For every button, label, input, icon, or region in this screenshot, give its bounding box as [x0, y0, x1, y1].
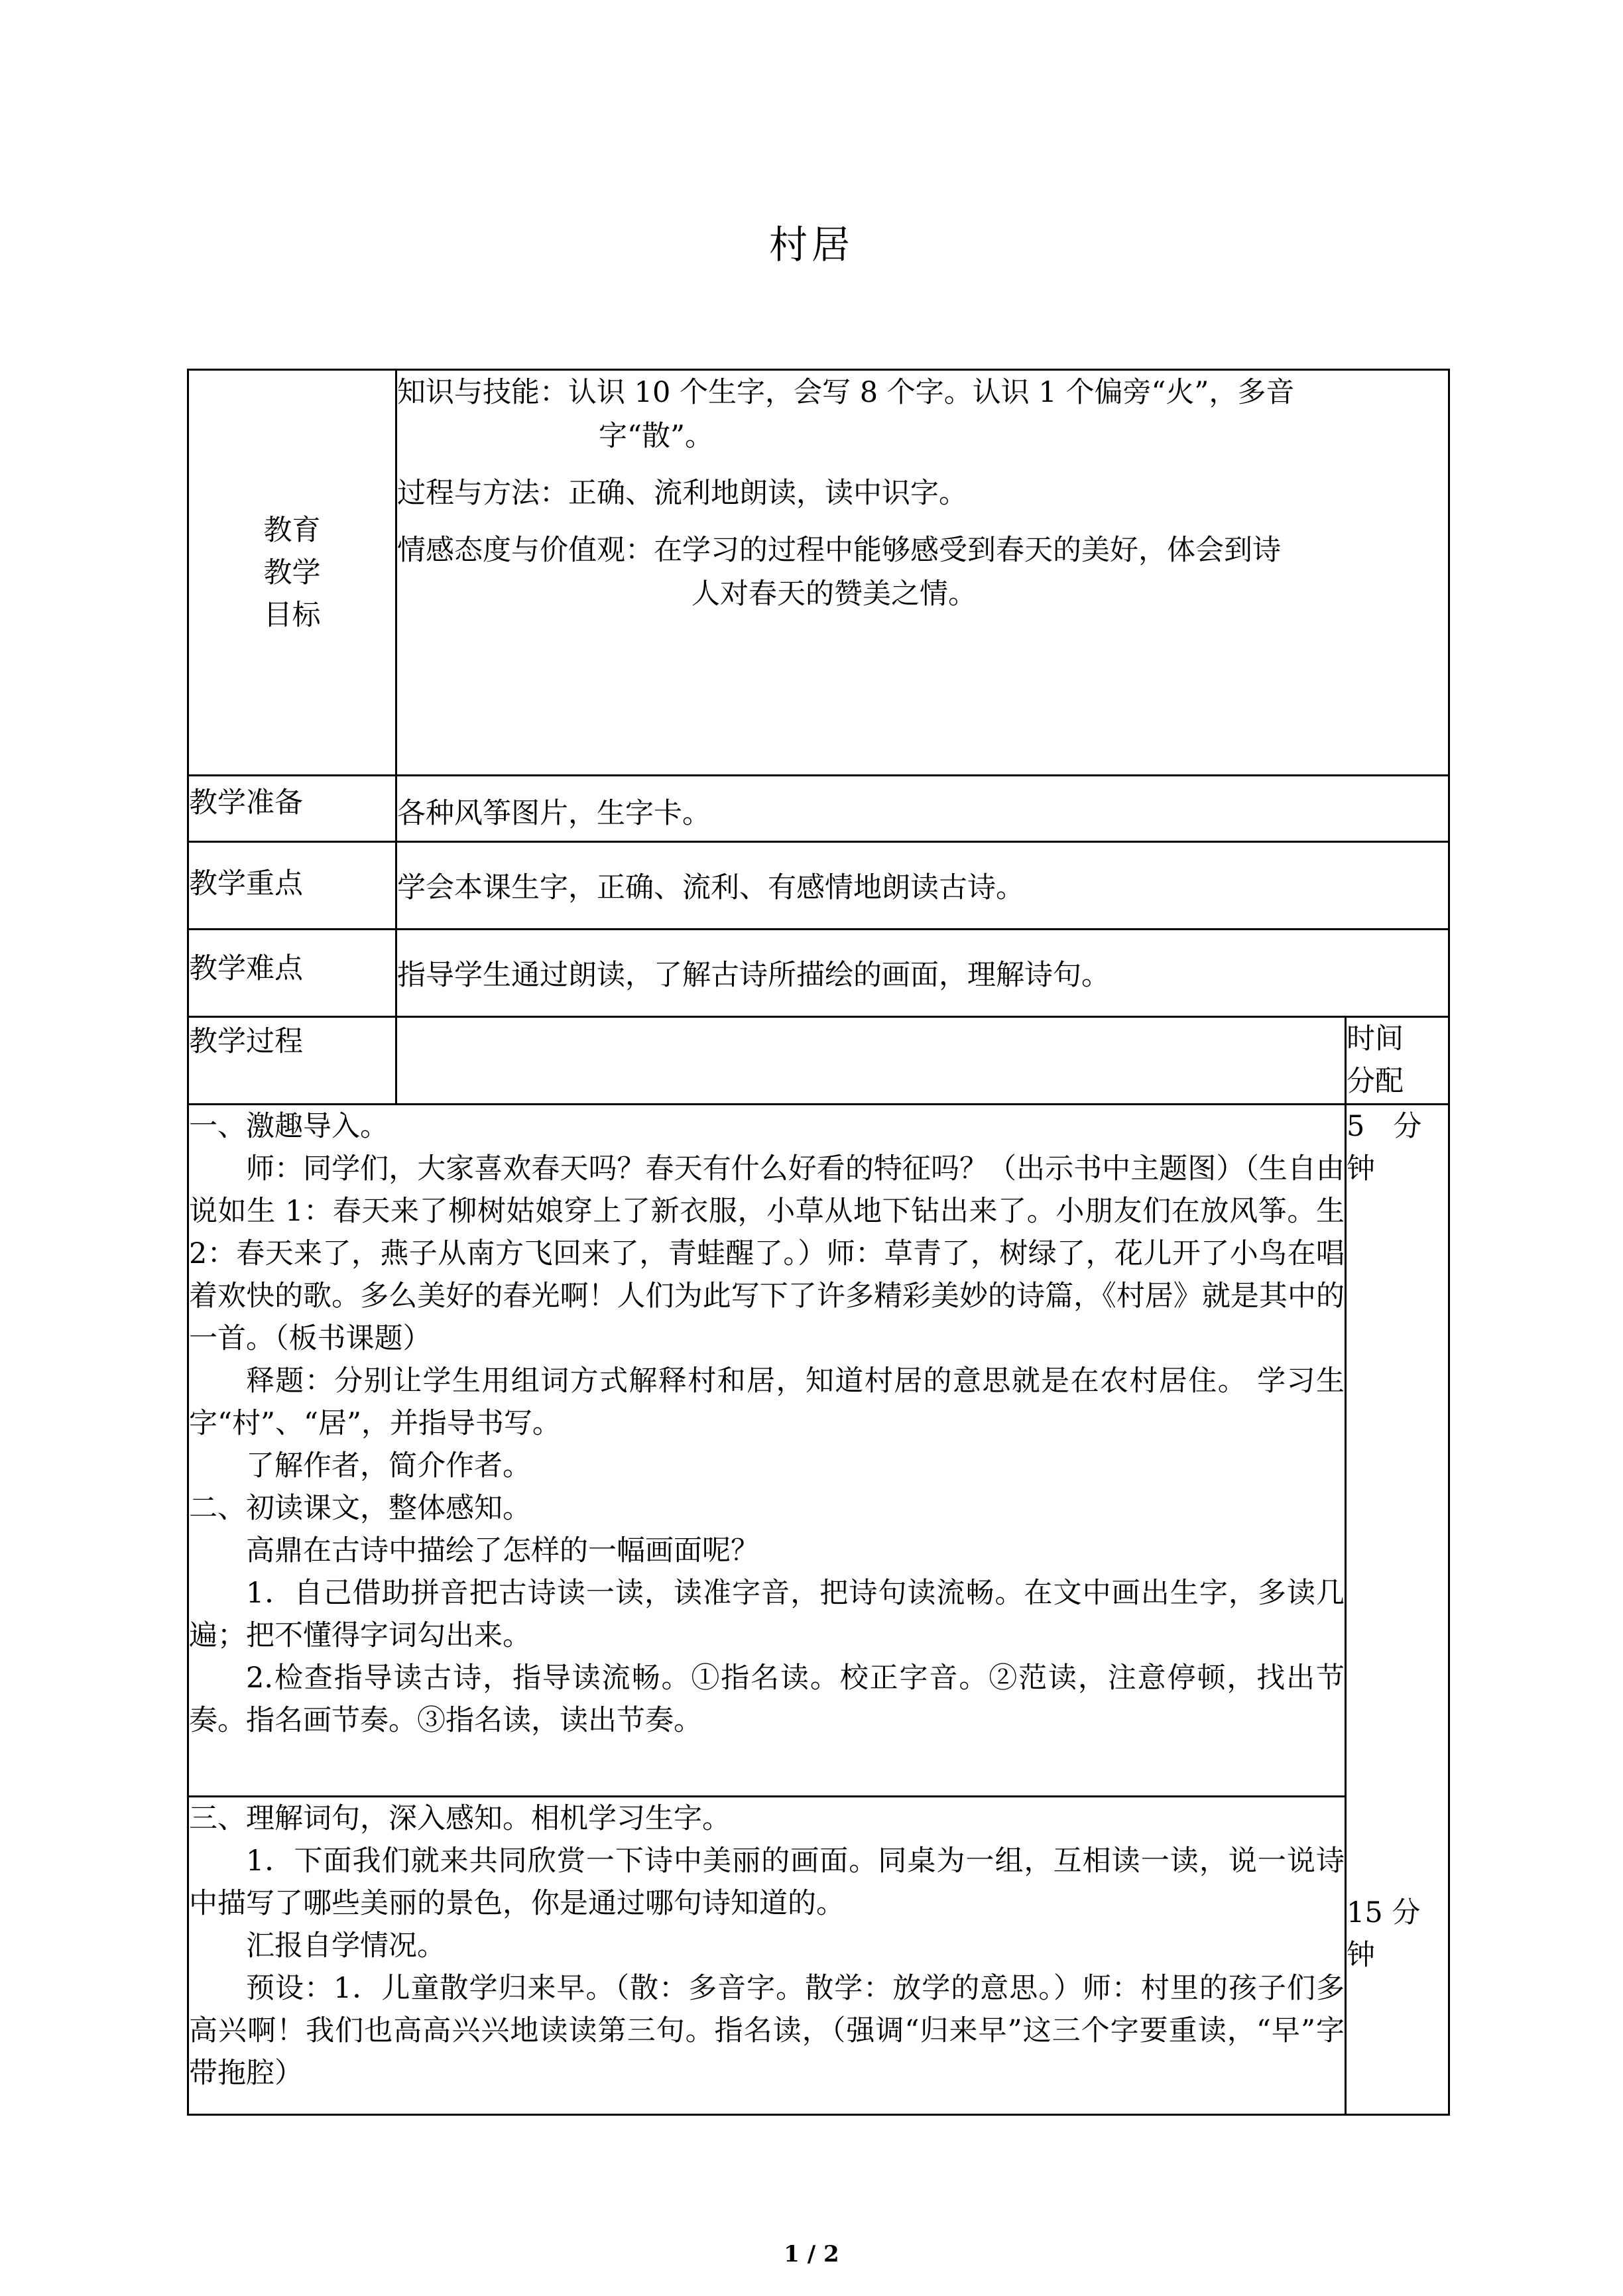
goal-emotion-text: 在学习的过程中能够感受到春天的美好，体会到诗: [654, 534, 1281, 567]
goals-label-line: 目标: [263, 598, 321, 632]
goal-knowledge-label: 知识与技能：: [397, 376, 568, 409]
section1-row: [188, 1105, 1449, 1797]
goals-content-cell: [396, 370, 1449, 776]
prep-row: [188, 776, 1449, 842]
goal-emotion-label: 情感态度与价值观：: [397, 534, 654, 567]
section1-paragraph: 师：同学们，大家喜欢春天吗？春天有什么好看的特征吗？（出示书中主题图）（生自由说如生 1：春天来了柳树姑娘穿上了新衣服，小草从地下钻出来了。小朋友们在放风筝。生 2：春天来了，燕子从南方飞回来了，青蛙醒了。）师：草青了，树绿了，花儿开了小鸟在唱着欢快的歌。多么美好的春光啊！人们为此写下了许多精彩美妙的诗篇，《村居》就是其中的一首。（板书课题）: [189, 1152, 1345, 1355]
time-section2: [1347, 1892, 1448, 1976]
time-value: 15 分: [1347, 1896, 1421, 1929]
goals-label-line: 教育: [263, 513, 321, 547]
process-label: 教学过程: [188, 1017, 396, 1105]
process-header-blank: [396, 1017, 1346, 1105]
section2-paragraph: 预设：1．儿童散学归来早。（散：多音字。散学：放学的意思。）师：村里的孩子们多高兴啊！我们也高高兴兴地读读第三句。指名读，（强调“归来早”这三个字要重读，“早”字带拖腔）: [189, 1972, 1345, 2090]
time-section1: [1347, 1105, 1448, 1892]
section2-row: [188, 1797, 1449, 2115]
section3-heading: 三、理解词句，深入感知。相机学习生字。: [189, 1802, 731, 1835]
time-header-line: 分配: [1347, 1065, 1404, 1098]
lesson-plan-table: [187, 369, 1450, 2116]
section1-paragraph: 了解作者，简介作者。: [246, 1449, 531, 1482]
key-row: [188, 842, 1449, 930]
section2-content: [188, 1797, 1346, 2115]
goal-knowledge-text: 认识 10 个生字，会写 8 个字。认识 1 个偏旁“火”，多音: [568, 376, 1295, 409]
key-label: 教学重点: [188, 842, 396, 930]
section2-paragraph: 汇报自学情况。: [246, 1929, 446, 1963]
goal-knowledge: [397, 371, 1448, 458]
prep-text: 各种风筝图片，生字卡。: [396, 776, 1449, 842]
process-header-row: [188, 1017, 1449, 1105]
prep-label: 教学准备: [188, 776, 396, 842]
goal-knowledge-text-cont: 字“散”。: [599, 420, 713, 453]
section2-heading: 二、初读课文，整体感知。: [189, 1492, 531, 1525]
time-header-line: 时间: [1347, 1022, 1404, 1056]
section1-paragraph: 释题：分别让学生用组词方式解释村和居，知道村居的意思就是在农村居住。 学习生字“村”、“居”，并指导书写。: [189, 1364, 1345, 1440]
difficult-label: 教学难点: [188, 930, 396, 1017]
goal-emotion: [397, 528, 1448, 616]
goal-emotion-text-cont: 人对春天的赞美之情。: [691, 577, 977, 611]
page-title: 村居: [768, 222, 854, 267]
time-allocation-header: [1346, 1017, 1449, 1105]
goals-label-cell: [188, 370, 396, 776]
time-unit: 钟: [1347, 1152, 1375, 1185]
goal-process: 过程与方法：正确、流利地朗读，读中识字。: [397, 477, 967, 510]
goals-label-line: 教学: [263, 556, 321, 589]
section1-paragraph: 高鼎在古诗中描绘了怎样的一幅画面呢？: [246, 1534, 759, 1567]
key-text: 学会本课生字，正确、流利、有感情地朗读古诗。: [396, 842, 1449, 930]
section2-paragraph: 1．下面我们就来共同欣赏一下诗中美丽的画面。同桌为一组，互相读一读，说一说诗中描写了哪些美丽的景色，你是通过哪句诗知道的。: [189, 1844, 1345, 1920]
time-cell: [1346, 1105, 1449, 2115]
section1-content: [188, 1105, 1346, 1797]
goals-row: [188, 370, 1449, 776]
section1-paragraph: 1．自己借助拼音把古诗读一读，读准字音，把诗句读流畅。在文中画出生字，多读几遍；把不懂得字词勾出来。: [189, 1577, 1345, 1652]
difficult-row: [188, 930, 1449, 1017]
time-unit: 钟: [1347, 1939, 1375, 1972]
difficult-text: 指导学生通过朗读，了解古诗所描绘的画面，理解诗句。: [396, 930, 1449, 1017]
section1-paragraph: 2.检查指导读古诗，指导读流畅。①指名读。校正字音。②范读，注意停顿，找出节奏。指名画节奏。③指名读，读出节奏。: [189, 1662, 1345, 1737]
section1-heading: 一、激趣导入。: [189, 1110, 389, 1143]
time-value: 5 分: [1347, 1110, 1422, 1143]
page-number: 1 / 2: [784, 2241, 839, 2267]
